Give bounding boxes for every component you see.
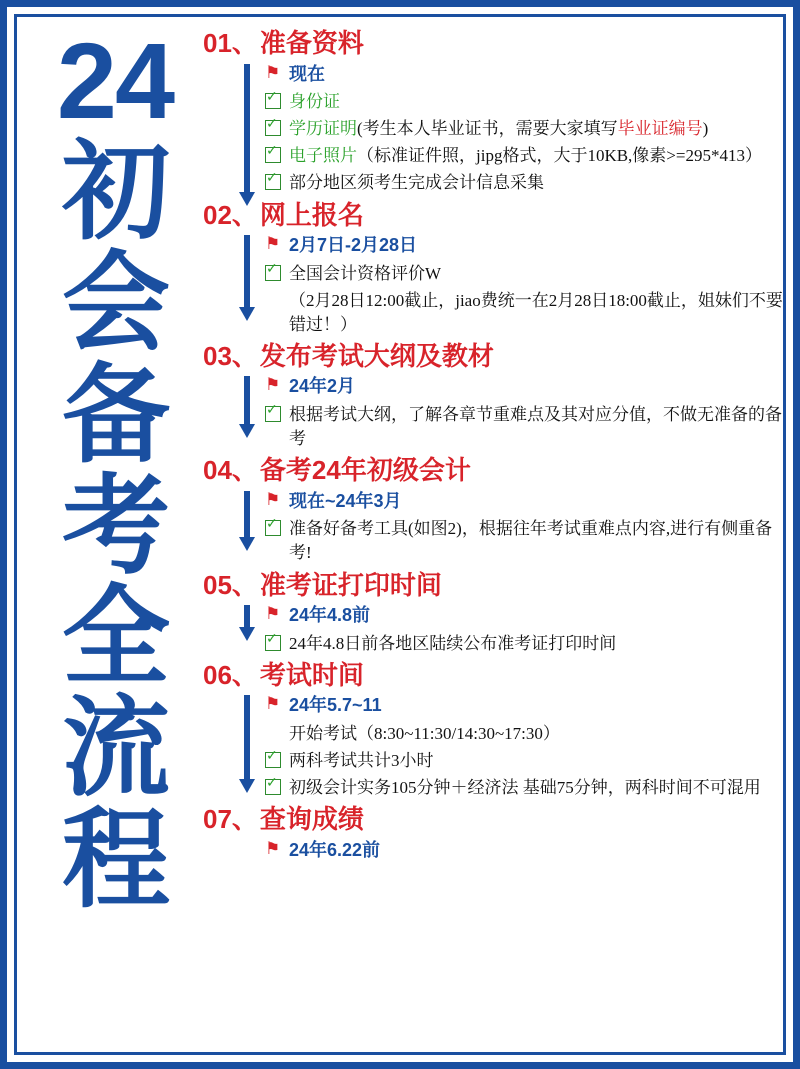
step-title: 发布考试大纲及教材 <box>259 340 494 371</box>
detail-text: 两科考试共计3小时 <box>289 750 434 770</box>
step-body <box>203 372 786 451</box>
step-item <box>203 659 786 800</box>
step-body <box>203 691 786 800</box>
detail-text: 学历证明 <box>289 119 357 139</box>
detail-text: 准备好备考工具(如图2)，根据往年考试重难点内容,进行有侧重备考! <box>289 519 773 563</box>
detail-text: 电子照片 <box>289 146 357 166</box>
step-item <box>203 27 786 196</box>
checkbox-icon <box>265 776 287 798</box>
vertical-title-char: 24 <box>56 20 174 141</box>
step-date: 24年2月 <box>289 376 356 397</box>
step-date: 24年4.8前 <box>289 605 371 626</box>
vertical-title-char: 备 <box>61 353 168 475</box>
poster-inner-frame <box>14 14 786 1055</box>
detail-text: 初级会计实务105分钟＋经济法 基础75分钟，两科时间不可混用 <box>289 778 761 798</box>
step-body <box>203 836 786 864</box>
step-date-line <box>265 62 786 88</box>
detail-text-highlight: 毕业证编号 <box>617 119 703 139</box>
step-heading <box>203 803 786 836</box>
step-date-line <box>265 374 786 400</box>
checkbox-icon <box>265 517 287 539</box>
step-date: 现在 <box>289 63 325 84</box>
step-date-line <box>265 489 786 515</box>
step-date-line <box>265 693 786 719</box>
step-item <box>203 454 786 565</box>
checkbox-icon <box>265 632 287 654</box>
step-detail <box>265 117 786 141</box>
vertical-title-char: 考 <box>61 464 168 586</box>
steps-list <box>203 27 786 1055</box>
step-title: 网上报名 <box>259 199 364 230</box>
step-title: 备考24年初级会计 <box>259 455 471 486</box>
flag-icon: ⚑ <box>265 375 281 395</box>
step-detail <box>265 517 786 565</box>
step-detail <box>265 144 786 168</box>
step-detail <box>265 632 786 656</box>
step-detail <box>265 171 786 195</box>
detail-text: （2月28日12:00截止，jiao费统一在2月28日18:00截止，姐妹们不要错过！） <box>289 290 783 334</box>
step-heading <box>203 454 786 487</box>
vertical-title-char: 会 <box>61 242 168 364</box>
step-heading <box>203 340 786 373</box>
step-detail <box>265 90 786 114</box>
detail-text: 身份证 <box>289 92 340 112</box>
flag-icon: ⚑ <box>265 694 281 714</box>
step-number: 07、 <box>203 804 258 835</box>
flag-icon: ⚑ <box>265 62 281 82</box>
detail-text: 24年4.8日前各地区陆续公布准考证打印时间 <box>289 633 617 653</box>
step-body <box>203 601 786 656</box>
step-detail <box>265 776 786 800</box>
vertical-title-char: 全 <box>61 576 168 698</box>
step-date: 2月7日-2月28日 <box>289 235 418 256</box>
checkbox-icon <box>265 171 287 193</box>
step-detail <box>265 403 786 451</box>
step-date-line <box>265 603 786 629</box>
step-heading <box>203 659 786 692</box>
detail-text: 部分地区须考生完成会计信息采集 <box>289 173 544 193</box>
step-date-line <box>265 233 786 259</box>
detail-text: ) <box>702 119 709 139</box>
step-body <box>203 60 786 196</box>
step-number: 03、 <box>203 340 258 371</box>
step-item <box>203 803 786 863</box>
detail-text: (考生本人毕业证书，需要大家填写 <box>357 119 618 139</box>
detail-text: 开始考试（8:30~11:30/14:30~17:30） <box>289 723 560 743</box>
checkbox-icon <box>265 749 287 771</box>
checkbox-icon <box>265 117 287 139</box>
checkbox-icon <box>265 262 287 284</box>
vertical-title <box>35 20 195 1045</box>
flag-icon: ⚑ <box>265 234 281 254</box>
step-number: 02、 <box>203 199 258 230</box>
flag-icon: ⚑ <box>265 838 281 858</box>
checkbox-icon <box>265 144 287 166</box>
step-number: 05、 <box>203 569 258 600</box>
flag-icon: ⚑ <box>265 489 281 509</box>
step-item <box>203 340 786 451</box>
vertical-title-char: 程 <box>61 798 168 920</box>
step-date: 24年6.22前 <box>289 839 381 860</box>
step-heading <box>203 569 786 602</box>
step-heading <box>203 27 786 60</box>
detail-text: 根据考试大纲，了解各章节重难点及其对应分值，不做无准备的备考 <box>289 405 782 449</box>
step-number: 04、 <box>203 455 258 486</box>
step-number: 06、 <box>203 659 258 690</box>
step-detail <box>265 749 786 773</box>
detail-text: （标准证件照，jipg格式，大于10KB,像素>=295*413） <box>357 146 762 166</box>
step-detail <box>265 262 786 286</box>
vertical-title-char: 初 <box>61 131 168 253</box>
vertical-title-char: 流 <box>61 687 168 809</box>
step-body <box>203 487 786 566</box>
detail-text: 全国会计资格评价W <box>289 263 442 283</box>
step-title: 准考证打印时间 <box>259 569 442 600</box>
step-number: 01、 <box>203 28 258 58</box>
step-date-line <box>265 838 786 864</box>
step-title: 考试时间 <box>259 659 364 690</box>
step-body <box>203 231 786 337</box>
step-heading <box>203 199 786 232</box>
checkbox-icon <box>265 90 287 112</box>
step-title: 查询成绩 <box>259 804 364 835</box>
step-date: 现在~24年3月 <box>289 490 402 511</box>
step-item <box>203 569 786 656</box>
checkbox-icon <box>265 403 287 425</box>
flag-icon: ⚑ <box>265 604 281 624</box>
step-title: 准备资料 <box>259 28 364 58</box>
step-item <box>203 199 786 337</box>
step-date: 24年5.7~11 <box>289 695 382 716</box>
